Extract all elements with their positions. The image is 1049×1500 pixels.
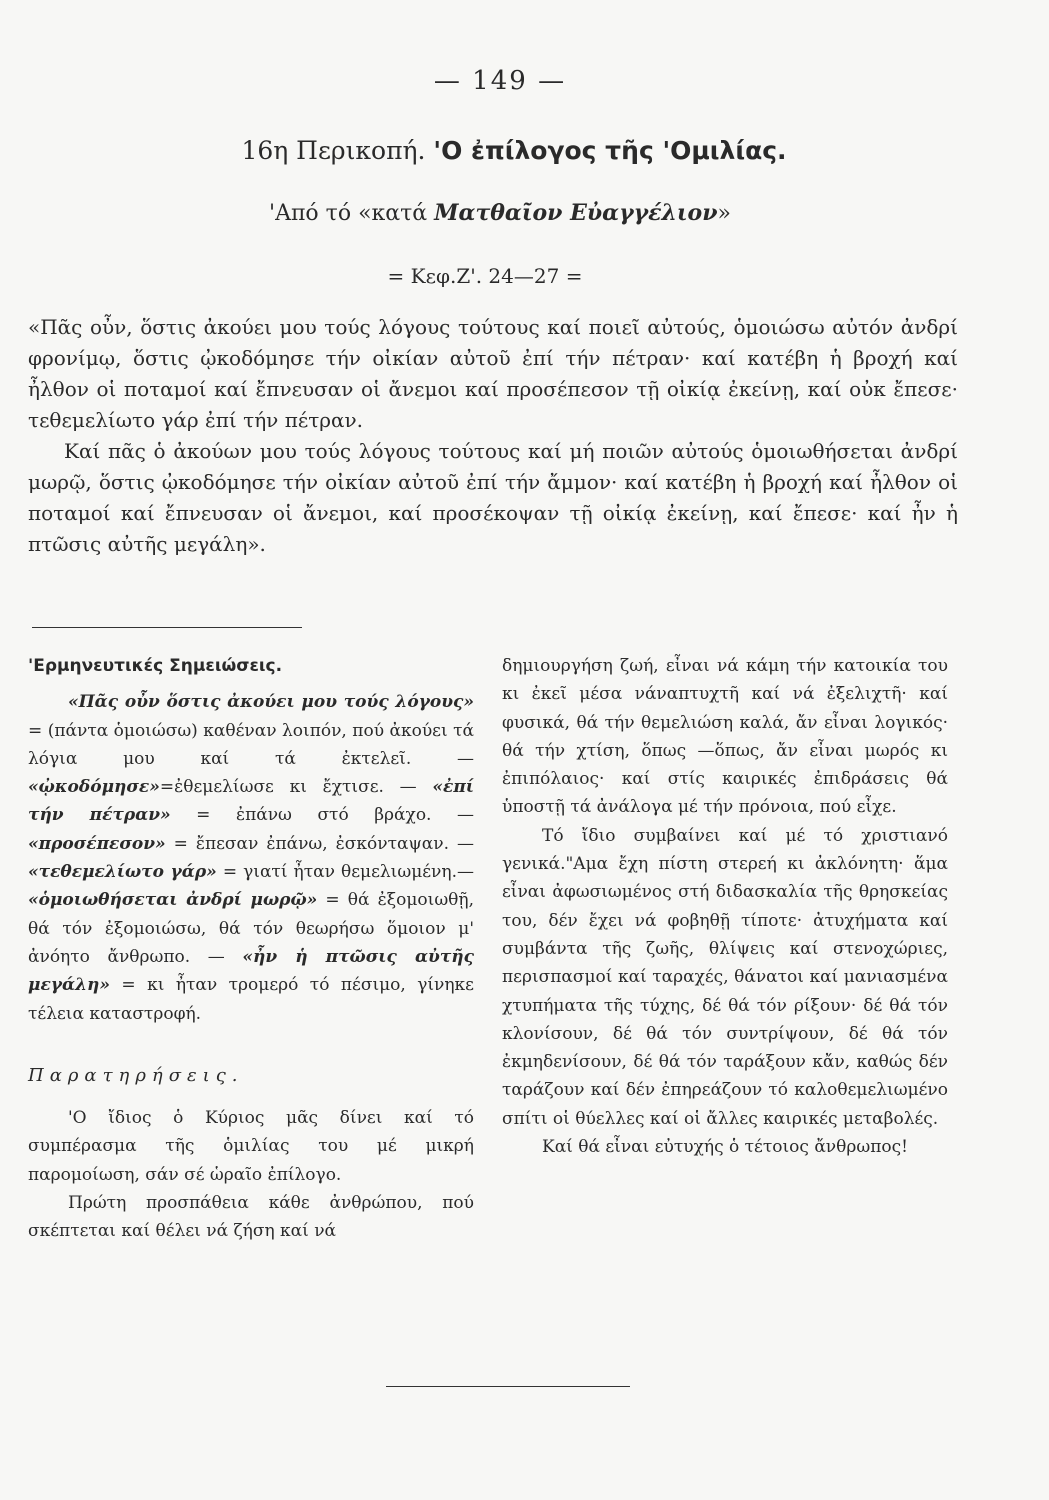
right-column [502,652,948,1161]
note-text: = κι ἦταν τρομερό τό πέσιμο, γίνηκε τέλεια καταστροφή. [28,975,474,1024]
remarks-paragraph: Τό ἴδιο συμβαίνει καί μέ τό χριστιανό γενικά."Αμα ἔχη πίστη στερεή κι ἀκλόνητη· ἅμα εἶναι ἀφωσιωμένος στή διδασκαλία τῆς θρησκείας του, δέν ἔχει νά φοβηθῇ τίποτε· ἀτυχήματα καί συμβάντα τῆς ζωῆς, θλίψεις καί στενοχώριες, περισπασμοί καί ταραχές, θάνατοι καί μανιασμένα χτυπήματα τῆς τύχης, δέ θά τόν ρίξουν· δέ θά τόν κλονίσουν, δέ θά τόν συντρίψουν, δέ θά τόν ἐκμηδενίσουν, δέ θά τόν ταράξουν κἄν, καθώς δέν ταράζουν καί δέν ἐπηρεάζουν τό καλοθεμελιωμένο σπίτι οἱ θύελλες καί οἱ ἄλλες καιρικές μεταβολές. [502,825,948,1129]
quoted-term: «ᾠκοδόμησε» [28,777,160,798]
note-text: = ἐπάνω στό βράχο. — [170,805,474,826]
gospel-source [0,200,1000,226]
pericope-label: 16η Περικοπή. [241,136,426,165]
notes-paragraph [28,688,474,1028]
scripture-paragraph: Καί πᾶς ὁ ἀκούων μου τούς λόγους τούτους καί μή ποιῶν αὐτούς ὁμοιωθήσεται ἀνδρί μωρῷ, ὅστις ᾠκοδόμησε τήν οἰκίαν αὐτοῦ ἐπί τήν ἄμμον· καί κατέβη ἡ βροχή καί ἦλθον οἱ ποταμοί καί ἔπνευσαν οἱ ἄνεμοι, καί προσέκοψαν τῇ οἰκίᾳ ἐκείνῃ, καί ἔπεσε· καί ἦν ἡ πτῶσις αὐτῆς μεγάλη». [28,439,958,556]
quoted-term: «τεθεμελίωτο γάρ» [28,862,217,883]
gospel-name: Ματθαῖον Εὐαγγέλιον [434,200,718,226]
note-text: = θά ἐξομοιωθῇ, θά τόν ἐξομοιώσω, θά τόν θεωρήσω ὅμοιον μ' ἀνόητο ἄνθρωπο. — [28,890,475,967]
quoted-term: «προσέπεσον» [28,833,166,854]
section-heading [0,136,1028,165]
quoted-term: «Πᾶς οὖν ὅστις ἀκούει μου τούς λόγους» [68,692,474,713]
remarks-continuation: δημιουργήση ζωή, εἶναι νά κάμη τήν κατοικία του κι ἐκεῖ μέσα νάναπτυχτῆ καί νά ἐξελιχτῆ· καί φυσικά, θά τήν θεμελιώση καλά, ἄν εἶναι λογικός· θά τήν χτίση, ὅπως —ὅπως, ἄν εἶναι μωρός κι ἐπιπόλαιος· καί στίς καιρικές ἐπιδράσεις θά ὑποστῇ τά ἀνάλογα μέ τήν πρόνοια, πού εἶχε. [502,656,948,818]
scripture-passage [28,312,958,560]
remarks-paragraph: 'Ο ἴδιος ὁ Κύριος μᾶς δίνει καί τό συμπέρασμα τῆς ὁμιλίας του μέ μικρή παρομοίωση, σάν σέ ὡραῖο ἐπίλογο. [28,1108,474,1185]
note-text: = ἔπεσαν ἐπάνω, ἐσκόνταψαν. — [165,833,474,854]
gospel-source-prefix: 'Από τό «κατά [269,201,435,226]
section-title: 'Ο ἐπίλογος τῆς 'Ομιλίας. [433,136,787,165]
note-text: =ἐθεμελίωσε κι ἔχτισε. — [159,777,433,798]
remarks-paragraph: Καί θά εἶναι εὐτυχής ὁ τέτοιος ἄνθρωπος! [542,1137,908,1158]
divider [386,1386,630,1387]
divider [32,627,302,628]
quoted-term: «ὁμοιωθήσεται ἀνδρί μωρῷ» [28,890,318,911]
remarks-heading: Παρατηρήσεις. [28,1064,244,1086]
scripture-paragraph: «Πᾶς οὖν, ὅστις ἀκούει μου τούς λόγους τούτους καί ποιεῖ αὐτούς, ὁμοιώσω αὐτόν ἀνδρί φρονίμῳ, ὅστις ᾠκοδόμησε τήν οἰκίαν αὐτοῦ ἐπί τήν πέτραν· καί κατέβη ἡ βροχή καί ἦλθον οἱ ποταμοί καί ἔπνευσαν οἱ ἄνεμοι καί προσέπεσον τῇ οἰκίᾳ ἐκείνῃ, καί οὐκ ἔπεσε· τεθεμελίωτο γάρ ἐπί τήν πέτραν. [28,315,958,432]
gospel-source-suffix: » [717,201,731,226]
quoted-term: «ἦν ἡ πτῶσις αὐτῆς μεγάλη» [28,946,474,996]
note-text: = γιατί ἦταν θεμελιωμένη.— [216,862,474,883]
page-number: — 149 — [433,66,567,96]
quoted-term: «ἐπί τήν πέτραν» [28,777,474,826]
chapter-reference: = Κεφ.Ζ'. 24—27 = [387,264,583,288]
left-column [28,652,474,1246]
note-text: = (πάντα ὁμοιώσω) καθέναν λοιπόν, πού ἀκούει τά λόγια μου καί τά ἐκτελεῖ. — [28,720,474,769]
remarks-paragraph: Πρώτη προσπάθεια κάθε ἀνθρώπου, πού σκέπτεται καί θέλει νά ζήση καί νά [28,1193,474,1242]
notes-heading: 'Ερμηνευτικές Σημειώσεις. [28,656,283,676]
